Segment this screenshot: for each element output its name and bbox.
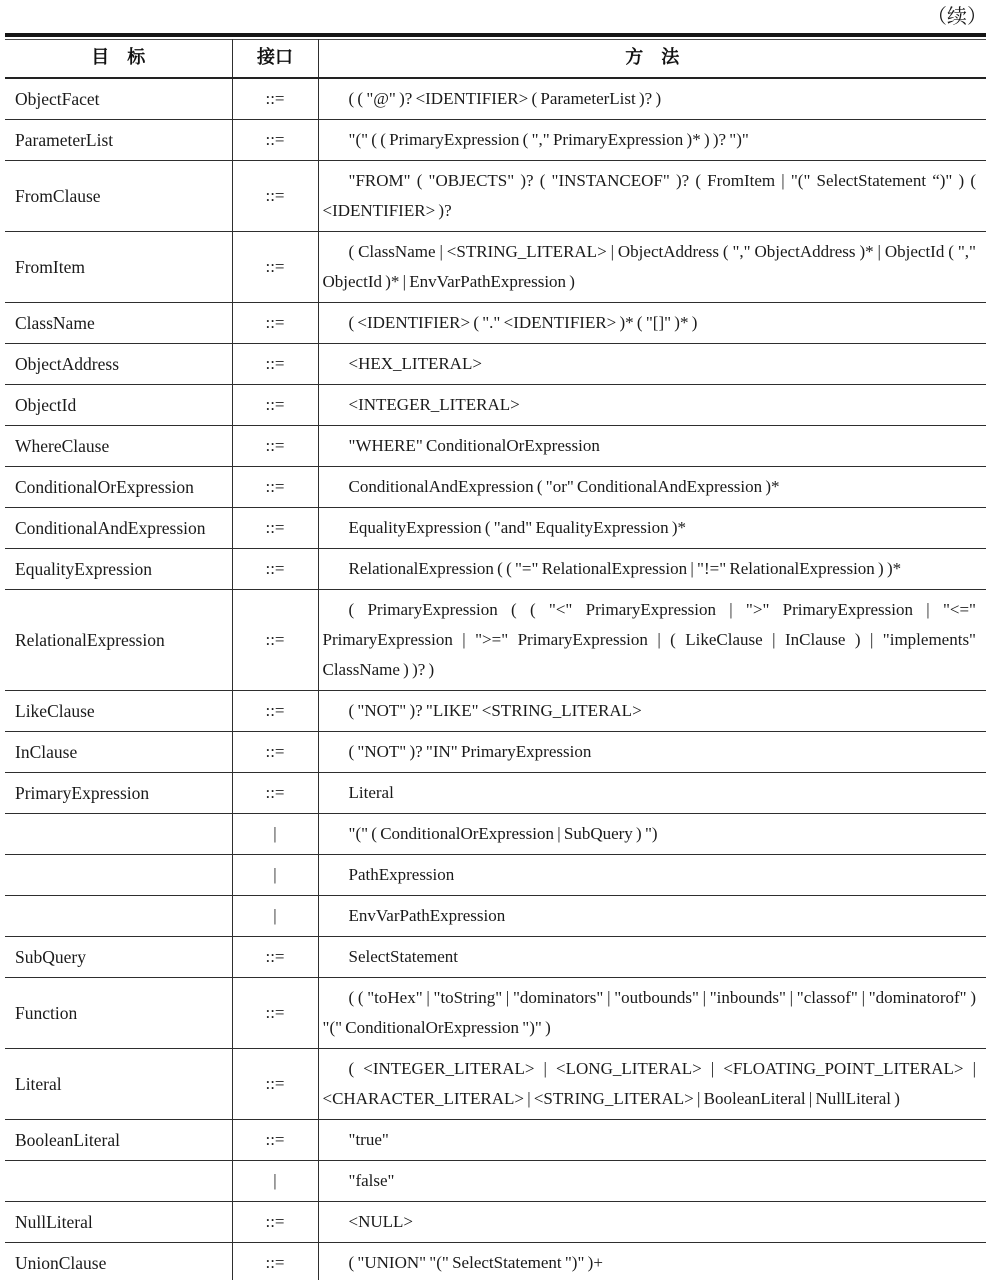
table-row: [5, 467, 986, 508]
row-method-cell: ( "UNION" "(" SelectStatement ")" )+: [318, 1243, 986, 1280]
row-method-cell: <INTEGER_LITERAL>: [318, 385, 986, 426]
table-row: [5, 303, 986, 344]
row-target-cell: [5, 1161, 232, 1202]
row-method-cell: "(" ( ( PrimaryExpression ( "," PrimaryExpression )* ) )? ")": [318, 120, 986, 161]
row-target-cell: UnionClause: [5, 1243, 232, 1280]
row-method-cell: "true": [318, 1120, 986, 1161]
table-row: [5, 508, 986, 549]
table-row: [5, 814, 986, 855]
row-target-cell: WhereClause: [5, 426, 232, 467]
table-row: [5, 691, 986, 732]
row-target-cell: ObjectId: [5, 385, 232, 426]
row-target-cell: Function: [5, 978, 232, 1049]
row-operator-cell: ::=: [232, 344, 318, 385]
table-row: [5, 426, 986, 467]
row-operator-cell: ::=: [232, 120, 318, 161]
row-target-cell: LikeClause: [5, 691, 232, 732]
row-operator-cell: ::=: [232, 426, 318, 467]
table-row: [5, 549, 986, 590]
row-method-cell: ( PrimaryExpression ( ( "<" PrimaryExpression | ">" PrimaryExpression | "<=" PrimaryExpression | ">=" PrimaryExpression | ( LikeClause | InClause ) | "implements" ClassName ) )? ): [318, 590, 986, 691]
row-method-cell: "(" ( ConditionalOrExpression | SubQuery ) "): [318, 814, 986, 855]
table-row: [5, 896, 986, 937]
table-row: [5, 978, 986, 1049]
table-row: [5, 732, 986, 773]
row-target-cell: RelationalExpression: [5, 590, 232, 691]
row-target-cell: ConditionalAndExpression: [5, 508, 232, 549]
row-target-cell: ObjectAddress: [5, 344, 232, 385]
row-method-cell: Literal: [318, 773, 986, 814]
row-method-cell: <NULL>: [318, 1202, 986, 1243]
table-row: [5, 161, 986, 232]
header-target: 目 标: [5, 40, 232, 79]
header-method: 方 法: [318, 40, 986, 79]
table-body: [5, 78, 986, 1280]
table-row: [5, 590, 986, 691]
row-method-cell: ( ClassName | <STRING_LITERAL> | ObjectAddress ( "," ObjectAddress )* | ObjectId ( "," ObjectId )* | EnvVarPathExpression ): [318, 232, 986, 303]
table-row: [5, 232, 986, 303]
row-operator-cell: |: [232, 1161, 318, 1202]
table-row: [5, 1202, 986, 1243]
row-method-cell: ( ( "@" )? <IDENTIFIER> ( ParameterList )? ): [318, 78, 986, 120]
row-target-cell: NullLiteral: [5, 1202, 232, 1243]
row-method-cell: PathExpression: [318, 855, 986, 896]
row-method-cell: "FROM" ( "OBJECTS" )? ( "INSTANCEOF" )? ( FromItem | "(" SelectStatement “)" ) ( <IDENTIFIER> )?: [318, 161, 986, 232]
row-target-cell: InClause: [5, 732, 232, 773]
row-operator-cell: ::=: [232, 590, 318, 691]
table-row: [5, 1049, 986, 1120]
row-method-cell: "false": [318, 1161, 986, 1202]
row-target-cell: ClassName: [5, 303, 232, 344]
table-row: [5, 937, 986, 978]
row-target-cell: [5, 896, 232, 937]
table-row: [5, 1161, 986, 1202]
continued-label: （续）: [927, 6, 987, 28]
row-target-cell: BooleanLiteral: [5, 1120, 232, 1161]
row-operator-cell: ::=: [232, 467, 318, 508]
table-row: [5, 344, 986, 385]
row-operator-cell: ::=: [232, 1202, 318, 1243]
table-row: [5, 773, 986, 814]
table-row: [5, 855, 986, 896]
row-operator-cell: ::=: [232, 232, 318, 303]
table-row: [5, 120, 986, 161]
row-operator-cell: |: [232, 855, 318, 896]
table-row: [5, 385, 986, 426]
row-method-cell: ( "NOT" )? "IN" PrimaryExpression: [318, 732, 986, 773]
row-method-cell: "WHERE" ConditionalOrExpression: [318, 426, 986, 467]
row-operator-cell: |: [232, 814, 318, 855]
row-operator-cell: ::=: [232, 303, 318, 344]
row-target-cell: ObjectFacet: [5, 78, 232, 120]
row-method-cell: EqualityExpression ( "and" EqualityExpression )*: [318, 508, 986, 549]
row-operator-cell: ::=: [232, 978, 318, 1049]
row-target-cell: SubQuery: [5, 937, 232, 978]
row-method-cell: RelationalExpression ( ( "=" RelationalExpression | "!=" RelationalExpression ) )*: [318, 549, 986, 590]
row-operator-cell: |: [232, 896, 318, 937]
row-operator-cell: ::=: [232, 1120, 318, 1161]
row-method-cell: ( <IDENTIFIER> ( "." <IDENTIFIER> )* ( "[]" )* ): [318, 303, 986, 344]
row-operator-cell: ::=: [232, 937, 318, 978]
table-row: [5, 78, 986, 120]
row-operator-cell: ::=: [232, 549, 318, 590]
row-operator-cell: ::=: [232, 78, 318, 120]
row-operator-cell: ::=: [232, 732, 318, 773]
row-target-cell: Literal: [5, 1049, 232, 1120]
header-row: [5, 40, 986, 79]
row-operator-cell: ::=: [232, 385, 318, 426]
table-row: [5, 1243, 986, 1280]
table-header: [5, 40, 986, 79]
row-target-cell: ParameterList: [5, 120, 232, 161]
row-method-cell: ( <INTEGER_LITERAL> | <LONG_LITERAL> | <FLOATING_POINT_LITERAL> | <CHARACTER_LITERAL> | <STRING_LITERAL> | BooleanLiteral | NullLiteral ): [318, 1049, 986, 1120]
row-method-cell: SelectStatement: [318, 937, 986, 978]
row-operator-cell: ::=: [232, 773, 318, 814]
row-method-cell: <HEX_LITERAL>: [318, 344, 986, 385]
row-method-cell: EnvVarPathExpression: [318, 896, 986, 937]
row-method-cell: ConditionalAndExpression ( "or" ConditionalAndExpression )*: [318, 467, 986, 508]
row-operator-cell: ::=: [232, 161, 318, 232]
row-method-cell: ( ( "toHex" | "toString" | "dominators" | "outbounds" | "inbounds" | "classof" | "dominatorof" ) "(" ConditionalOrExpression ")" ): [318, 978, 986, 1049]
header-interface: 接口: [232, 40, 318, 79]
row-target-cell: [5, 855, 232, 896]
grammar-table: [5, 39, 986, 1280]
row-target-cell: EqualityExpression: [5, 549, 232, 590]
row-target-cell: ConditionalOrExpression: [5, 467, 232, 508]
row-target-cell: FromClause: [5, 161, 232, 232]
row-operator-cell: ::=: [232, 508, 318, 549]
row-method-cell: ( "NOT" )? "LIKE" <STRING_LITERAL>: [318, 691, 986, 732]
table-row: [5, 1120, 986, 1161]
table-wrapper: [5, 33, 986, 1280]
row-operator-cell: ::=: [232, 1049, 318, 1120]
row-target-cell: [5, 814, 232, 855]
row-target-cell: PrimaryExpression: [5, 773, 232, 814]
row-operator-cell: ::=: [232, 691, 318, 732]
row-operator-cell: ::=: [232, 1243, 318, 1280]
row-target-cell: FromItem: [5, 232, 232, 303]
